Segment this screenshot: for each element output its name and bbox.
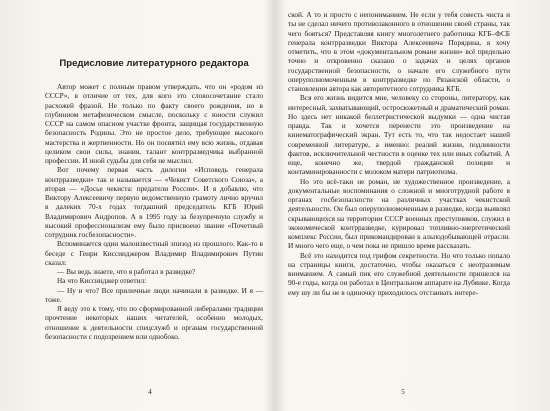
paragraph: — Ну и что? Все приличные люди начинали в разведке. И я — тоже. — [45, 285, 263, 304]
paragraph: Всё это находится под грифом секретности. Но что только попало на страницы книги, достаточно, чтобы оказаться с неотразимым вниманием. А самый пик его служебной деятельности пришелся на 90-е годы, когда он работал в Центральном аппарате на Лубянке. Когда ему шу ли бы не в одиночку приходилось отстаивать интере- — [288, 250, 510, 297]
paragraph: Вот почему первая часть дилогии «Исповедь генерала контрразведки» так и называется — «Чекист Советского Союза», а вторая — «Досье чекиста: предатели России». И я добавлю, что Виктору Алексеевичу первую ведомственную грамоту лично вручил в далеких 70-х годах тогдашний председатель КГБ Юрий Владимирович Андропов. А в 1995 году за безупречную службу и высокий профессионализм ему было присвоено звание «Почетный сотрудник госбезопасности». — [45, 165, 263, 239]
paragraph: Автор может с полным правом утверждать, что он «родом из СССР», в отличие от тех, для кого это словосочетание стало расхожей фразой. Не только по факту своего рождения, но в глубинном метафизическом смысле, поскольку с юности служил СССР на самом опасном участке фронта, защищая государственную безопасность Родины. Это не простое дело, требующее высокого мастерства и жертвенности. Но он посвятил ему всю жизнь, отдавая целиком свои силы, знания, талант контрразведчика выбранной профессии. И иной судьбы для себя не мыслил. — [45, 82, 263, 165]
paragraph: Вся его жизнь видится мне, человеку со стороны, литератору, как интересный, захватывающий, остросюжетный и драматический роман. Но здесь нет никакой беллетристической выдумки — одна чистая правда. Так и хочется перенести это произведение на кинематографический экран. Тут есть то, что так недостает нашей современной литературе, а именно: реалий жизни, подлинности фактов, исключительной честности в оценке тех или иных событий. А еще, конечно же, твердой гражданской позиции и контаминированности с молоком матери патриотизма. — [288, 93, 510, 177]
paragraph: Вспоминается один малоизвестный эпизод из прошлого. Как-то в беседе с Генри Киссинджером Владимир Владимирович Путин сказал: — [45, 239, 263, 267]
paragraph: — Вы ведь знаете, что я работал в разведке? — [57, 267, 196, 276]
section-title: Предисловие литературного редактора — [59, 58, 249, 69]
paragraph: Но это всё-таки не роман, не художественное произведение, а документальные воспоминания о сложной и многотрудной работе в органах госбезопасности на различных участках чекистской деятельности. Он был оперуполномоченным в разведке, когда выявлял скрывающихся на территории СССР военных преступников, служил в экономической контрразведке, курировал топливно-энергетический комплекс России, был прикомандирован к альподобывающей отрасли. И много чего еще, о чем пока не пришло время рассказать. — [288, 176, 510, 251]
paragraph: Я веду это к тому, что по сформированной либералами традиции прочтение некоторых наших читателей, особенно молодых, отношение к деятельности спецслужб и органам государственной безопасности с подозрением или однобоко. — [45, 304, 263, 341]
page-number-right: 5 — [401, 387, 405, 396]
page-number-left: 4 — [148, 387, 152, 396]
paragraph: На что Киссинджер ответил: — [57, 276, 147, 286]
paragraph: ской. А то и просто с непониманием. Не если у тебя совесть чиста и ты не сделал ничего противозаконного в отношении своей страны, так чего бояться? Представляя книгу многолетнего работника КГБ–ФСБ генерала контрразведки Виктора Алексеевича Порядина, я хочу отметить, что в этом «документальном романе жизни» всё предельно точно и откровенно сказано о задачах и целях органов государственной безопасности, о начале его служебного пути оперуполномоченным в контрразведке по Рязанской области, о становлении автора как авторитетного сотрудника КГБ. — [288, 10, 510, 93]
right-page — [275, 0, 550, 411]
